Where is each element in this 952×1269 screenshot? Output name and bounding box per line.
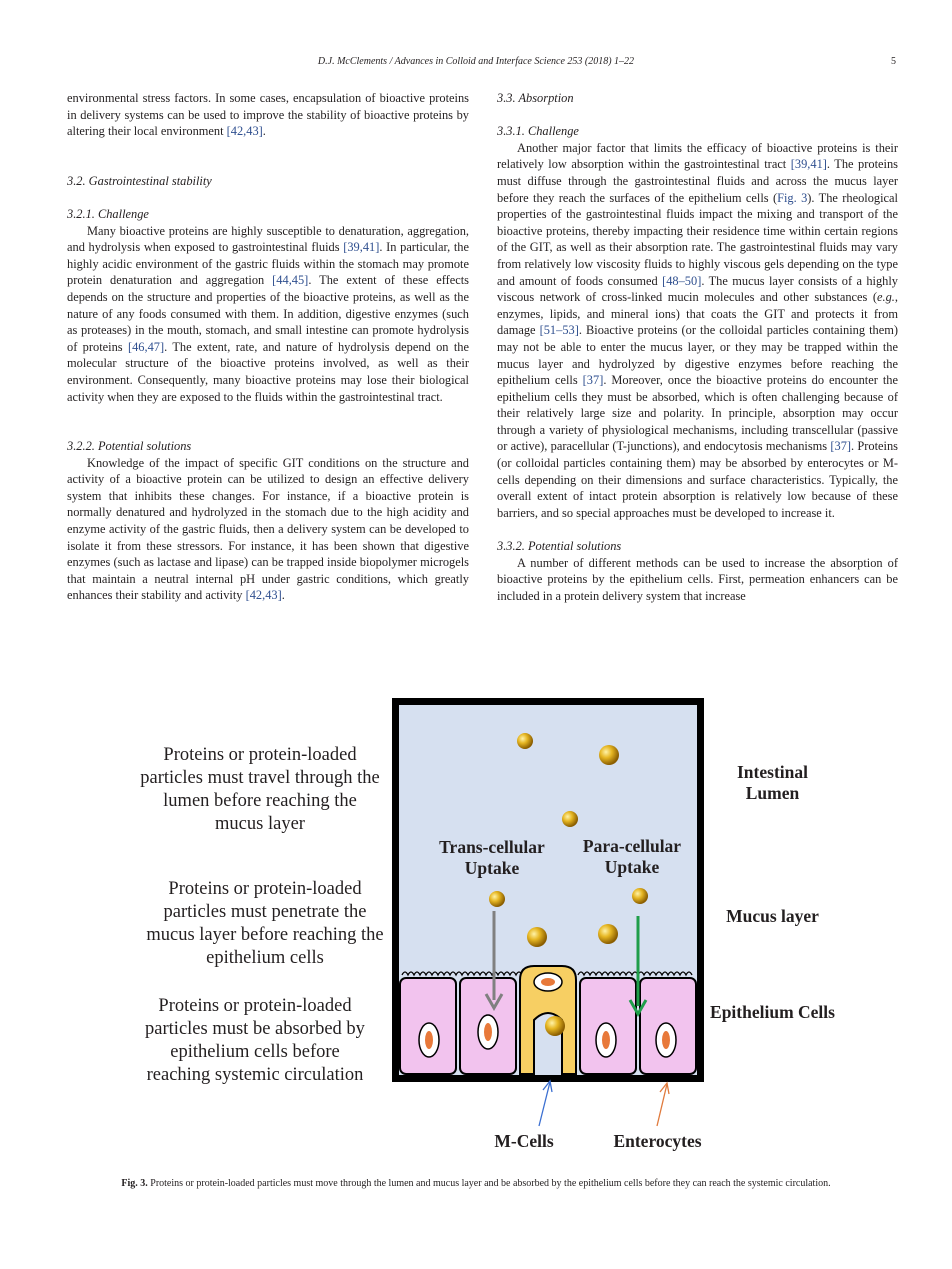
cell-nucleus (484, 1023, 492, 1041)
figure-link[interactable]: Fig. 3 (777, 190, 808, 205)
label-intestinal-lumen: Intestinal Lumen (737, 762, 808, 803)
cell-nucleus (602, 1031, 610, 1049)
paragraph: A number of different methods can be used to increase the absorption of bioactive proteins by the epithelium cells. First, permeation enhancers can be included in a protein delivery system that increase (497, 555, 898, 603)
protein-particle (599, 745, 619, 765)
label-paracellular-uptake: Para-cellular Uptake (582, 836, 682, 877)
citation-link[interactable]: [51–53] (539, 323, 579, 338)
caption-text: Proteins or protein-loaded particles must move through the lumen and mucus layer and be absorbed by the epithelium cells before they can reach the systemic circulation. (147, 1178, 831, 1189)
citation-link[interactable]: [42,43] (226, 124, 263, 139)
figure-text-mucus: Proteins or protein-loaded particles must penetrate the mucus layer before reaching the epithelium cells (146, 879, 384, 968)
citation-link[interactable]: [39,41] (790, 157, 827, 172)
subsection-heading: 3.3.1. Challenge (497, 124, 579, 139)
protein-particle (598, 924, 618, 944)
right-column (497, 90, 898, 604)
citation-link[interactable]: [42,43] (245, 588, 282, 603)
caption-label: Fig. 3. (121, 1178, 148, 1189)
section-heading: 3.3. Absorption (497, 91, 574, 105)
protein-particle (562, 811, 578, 827)
label-epithelium-cells: Epithelium Cells (710, 1002, 835, 1022)
gut-absorption-diagram (392, 698, 704, 1082)
protein-particle (517, 733, 533, 749)
cell-nucleus (425, 1031, 433, 1049)
paragraph: Knowledge of the impact of specific GIT conditions on the structure and activity of a bioactive protein can be utilized to design an effective delivery system that inhibits these changes. For instance, if a bioactive protein is normally denatured and hydrolyzed in the stomach due to the high acidity and enzyme activity of the gastric fluids, then a delivery system can be developed to isolate it from these stressors. For instance, it has been shown that digestive enzymes (such as lactase and lipase) can be trapped inside biopolymer microgels that maintain a neutral internal pH under gastric conditions, which greatly enhances their stability and activity [42,43]. (67, 455, 469, 603)
citation-link[interactable]: [37] (830, 439, 852, 454)
label-enterocytes: Enterocytes (613, 1131, 702, 1151)
m-cell-nucleus (541, 978, 555, 986)
label-transcellular-uptake: Trans-cellular Uptake (439, 837, 545, 878)
journal-citation: D.J. McClements / Advances in Colloid and Interface Science 253 (2018) 1–22 (317, 56, 635, 67)
page-number: 5 (891, 56, 896, 67)
protein-particle (545, 1016, 565, 1036)
protein-particle (632, 888, 648, 904)
citation-link[interactable]: [39,41] (343, 240, 380, 255)
pointer-arrows (520, 1078, 680, 1130)
paragraph: Many bioactive proteins are highly susceptible to denaturation, aggregation, and hydrolysis when exposed to gastrointestinal fluids [39,41]. In particular, the highly acidic environment of the gastric fluids within the stomach may promote protein denaturation and aggregation [44,45]. The extent of these effects depends on the structure and properties of the bioactive proteins, as well as the nature of any foods consumed with them. In addition, digestive enzymes (such as proteases) in the mouth, stomach, and small intestine can promote hydrolysis of proteins [46,47]. The extent, rate, and nature of hydrolysis depend on the molecular structure of the bioactive proteins involved, as well as their environment. Consequently, many bioactive proteins may lose their biological activity when they are exposed to the fluids within the gastrointestinal tract. (67, 223, 470, 404)
figure-text-lumen: Proteins or protein-loaded particles must travel through the lumen before reaching the mucus layer (140, 745, 380, 834)
subsection-heading: 3.3.2. Potential solutions (497, 539, 622, 554)
citation-link[interactable]: [48–50] (662, 273, 702, 288)
paragraph: Another major factor that limits the efficacy of bioactive proteins is their relatively low absorption within the gastrointestinal tract [39,41]. The proteins must diffuse through the gastrointestinal fluids and across the mucus layer before they reach the surfaces of the epithelium cells (Fig. 3). The rheological properties of the gastrointestinal fluids impact the mixing and transport of the bioactive proteins, thereby impacting their residence time within certain regions of the GIT, as well as their absorption rate. The gastrointestinal fluids may vary from relatively low viscosity fluids to highly viscous gels depending on the type and amount of foods consumed [48–50]. The mucus layer consists of a highly viscous network of cross-linked mucin molecules and other substances (e.g., enzymes, lipids, and mineral ions) that coats the GIT and protects it from damage [51–53]. Bioactive proteins (or the colloidal particles containing them) may not be able to enter the mucus layer, or they may be trapped within the mucus layer and hydrolyzed by digestive enzymes before reaching the epithelium cells [37]. Moreover, once the bioactive proteins do encounter the epithelium cells they must be absorbed, which is often challenging because of their relatively large size and polarity. In principle, absorption may occur through a variety of physiological mechanisms, including transcellular (passive or active), paracellular (T-junctions), and endocytosis mechanisms [37]. Proteins (or colloidal particles containing them) may be absorbed by enterocytes or M-cells depending on their dimensions and surface characteristics. Typically, the overall extent of intact protein absorption is relatively low because of these barriers, and so special approaches must be developed to increase it. (497, 140, 899, 520)
running-header (0, 56, 952, 72)
figure-caption (0, 1178, 952, 1189)
section-heading: 3.2. Gastrointestinal stability (67, 173, 212, 188)
citation-link[interactable]: [46,47] (127, 339, 165, 354)
protein-particle (527, 927, 547, 947)
cell-nucleus (662, 1031, 670, 1049)
label-mucus-layer: Mucus layer (726, 906, 819, 926)
left-column (67, 90, 469, 604)
subsection-heading: 3.2.1. Challenge (67, 206, 149, 221)
subsection-heading: 3.2.2. Potential solutions (67, 439, 192, 454)
protein-particle (489, 891, 505, 907)
paragraph: environmental stress factors. In some cases, encapsulation of bioactive proteins in delivery systems can be used to improve the stability of bioactive proteins by altering their local environment [42,43]. (67, 91, 469, 139)
figure-text-absorption: Proteins or protein-loaded particles must be absorbed by epithelium cells before reaching systemic circulation (145, 996, 365, 1085)
citation-link[interactable]: [44,45] (272, 273, 309, 288)
citation-link[interactable]: [37] (582, 373, 604, 388)
label-m-cells: M-Cells (494, 1131, 554, 1151)
